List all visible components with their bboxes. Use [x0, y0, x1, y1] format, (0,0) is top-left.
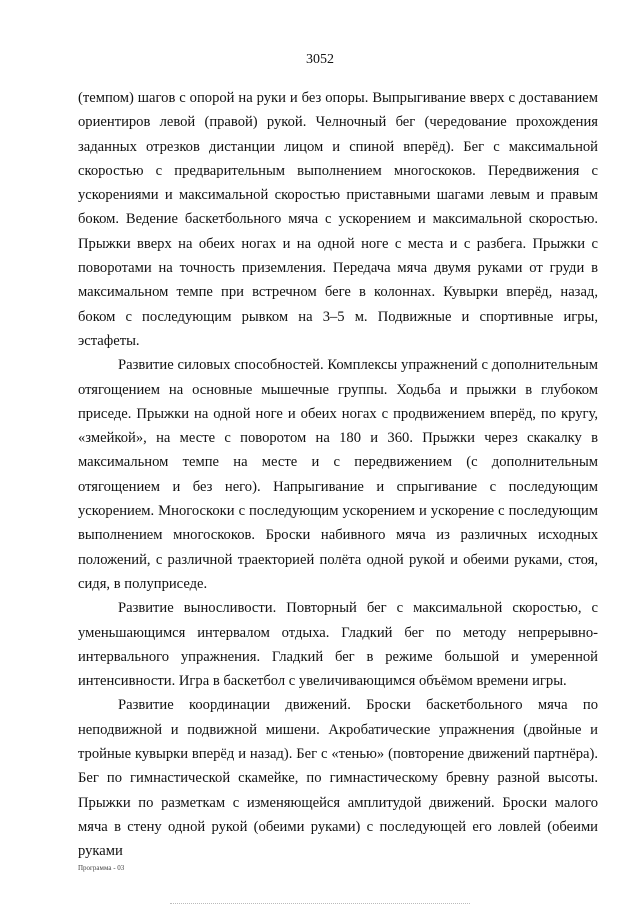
- paragraph-continuation: (темпом) шагов с опорой на руки и без опоры. Выпрыгивание вверх с доставанием ориентиров левой (правой) рукой. Челночный бег (чередование прохождения заданных отрезков дистанции лицом и спиной вперёд). Бег с максимальной скоростью с предварительным выполнением многоскоков. Передвижения с ускорениями и максимальной скоростью приставными шагами левым и правым боком. Ведение баскетбольного мяча с ускорением и максимальной скоростью. Прыжки вверх на обеих ногах и на одной ноге с места и с разбега. Прыжки с поворотами на точность приземления. Передача мяча двумя руками от груди в максимальном темпе при встречном беге в колоннах. Кувырки вперёд, назад, боком с последующим рывком на 3–5 м. Подвижные и спортивные игры, эстафеты.: [78, 90, 598, 349]
- page-number: 3052: [306, 52, 334, 67]
- footer-note: Программа - 03: [78, 864, 125, 872]
- paragraph-coordination: Развитие координации движений. Броски баскетбольного мяча по неподвижной и подвижной мишени. Акробатические упражнения (двойные и тройные кувырки вперёд и назад). Бег с «тенью» (повторение движений партнёра). Бег по гимнастической скамейке, по гимнастическому бревну разной высоты. Прыжки по разметкам с изменяющейся амплитудой движений. Броски малого мяча в стену одной рукой (обеими руками) с последующей его ловлей (обеими руками: [78, 697, 598, 860]
- paragraph-strength: Развитие силовых способностей. Комплексы упражнений с дополнительным отягощением на основные мышечные группы. Ходьба и прыжки в глубоком приседе. Прыжки на одной ноге и обеих ногах с продвижением вперёд, по кругу, «змейкой», на месте с поворотом на 180 и 360. Прыжки через скакалку в максимальном темпе на месте и с передвижением (с дополнительным отягощением и без него). Напрыгивание и спрыгивание с последующим ускорением. Многоскоки с последующим ускорением и ускорение с последующим выполнением многоскоков. Броски набивного мяча из различных исходных положений, с различной траекторией полёта одной рукой и обеими руками, стоя, сидя, в полуприседе.: [78, 357, 598, 592]
- scan-artifact-line: [170, 903, 470, 905]
- paragraph-endurance: Развитие выносливости. Повторный бег с максимальной скоростью, с уменьшающимся интервалом отдыха. Гладкий бег по методу непрерывно-интервального упражнения. Гладкий бег в режиме большой и умеренной интенсивности. Игра в баскетбол с увеличивающимся объёмом времени игры.: [78, 600, 598, 690]
- document-body: [78, 86, 598, 864]
